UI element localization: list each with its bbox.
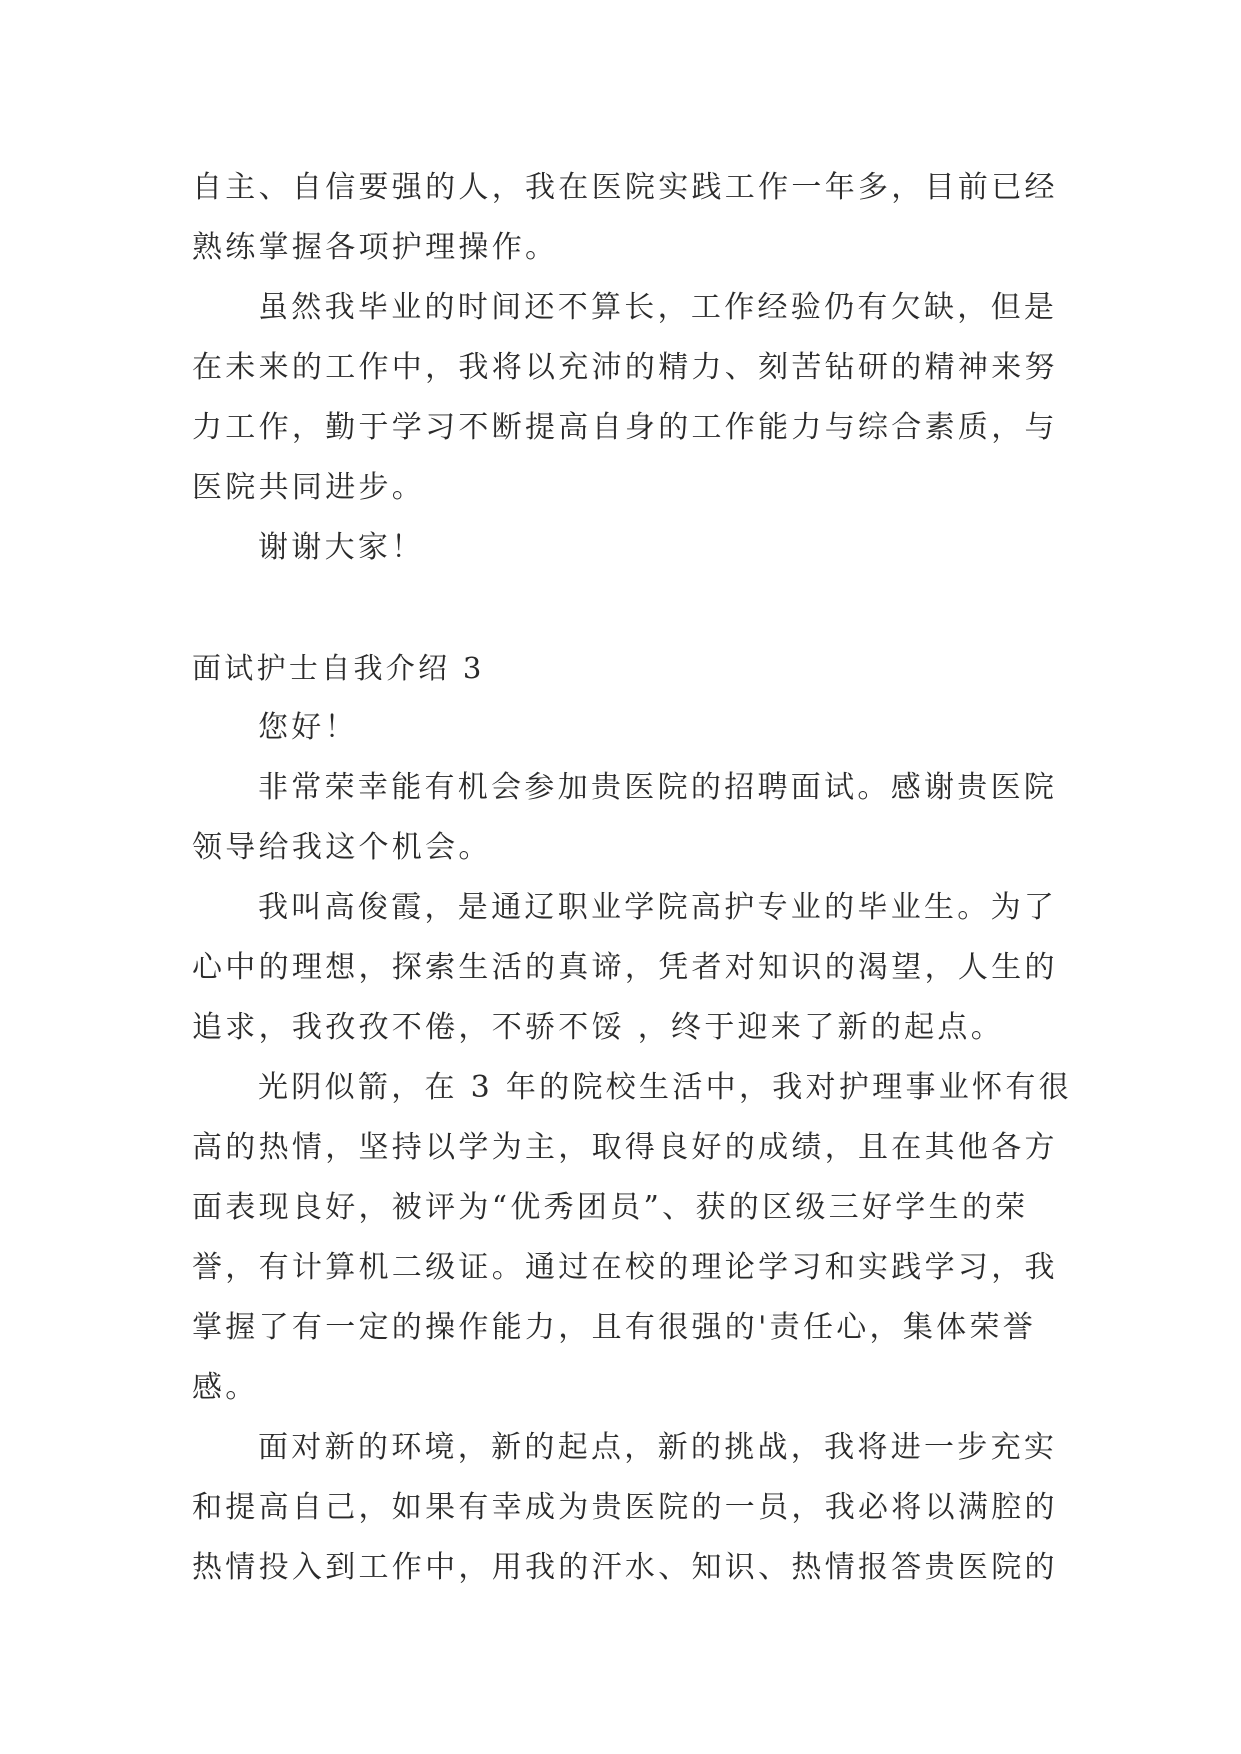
paragraph-start: 非常荣幸能有机会参加贵医院的招聘面试。感谢贵医院 [258, 770, 1058, 805]
greeting: 您好！ [258, 710, 358, 745]
paragraph-start: 面对新的环境，新的起点，新的挑战，我将进一步充实 [258, 1430, 1058, 1465]
paragraph-start: 光阴似箭，在 3 年的院校生活中，我对护理事业怀有很 [258, 1070, 1072, 1105]
text-line: 心中的理想，探索生活的真谛，凭者对知识的渴望，人生的 [192, 950, 1058, 985]
text-line: 和提高自己，如果有幸成为贵医院的一员，我必将以满腔的 [192, 1490, 1058, 1525]
closing-thanks: 谢谢大家！ [258, 530, 425, 565]
text-line: 高的热情，坚持以学为主，取得良好的成绩，且在其他各方 [192, 1130, 1058, 1165]
text-line: 追求，我孜孜不倦，不骄不馁 ，终于迎来了新的起点。 [192, 1010, 1005, 1045]
text-line: 自主、自信要强的人，我在医院实践工作一年多，目前已经 [192, 170, 1058, 205]
text-line: 掌握了有一定的操作能力，且有很强的'责任心，集体荣誉 [192, 1310, 1037, 1345]
text-line: 医院共同进步。 [192, 470, 426, 505]
text-line: 感。 [192, 1370, 259, 1405]
section-heading: 面试护士自我介绍 3 [192, 651, 485, 685]
text-line: 面表现良好，被评为“优秀团员”、获的区级三好学生的荣 [192, 1190, 1029, 1225]
text-line: 誉，有计算机二级证。通过在校的理论学习和实践学习，我 [192, 1250, 1058, 1285]
paragraph-start: 虽然我毕业的时间还不算长，工作经验仍有欠缺，但是 [258, 290, 1058, 325]
text-line: 熟练掌握各项护理操作。 [192, 230, 559, 265]
paragraph-start: 我叫高俊霞，是通辽职业学院高护专业的毕业生。为了 [258, 890, 1058, 925]
text-line: 力工作，勤于学习不断提高自身的工作能力与综合素质，与 [192, 410, 1058, 445]
document-body [192, 158, 1072, 1598]
text-line: 领导给我这个机会。 [192, 830, 492, 865]
text-line: 在未来的工作中，我将以充沛的精力、刻苦钻研的精神来努 [192, 350, 1058, 385]
text-line: 热情投入到工作中，用我的汗水、知识、热情报答贵医院的 [192, 1550, 1058, 1585]
